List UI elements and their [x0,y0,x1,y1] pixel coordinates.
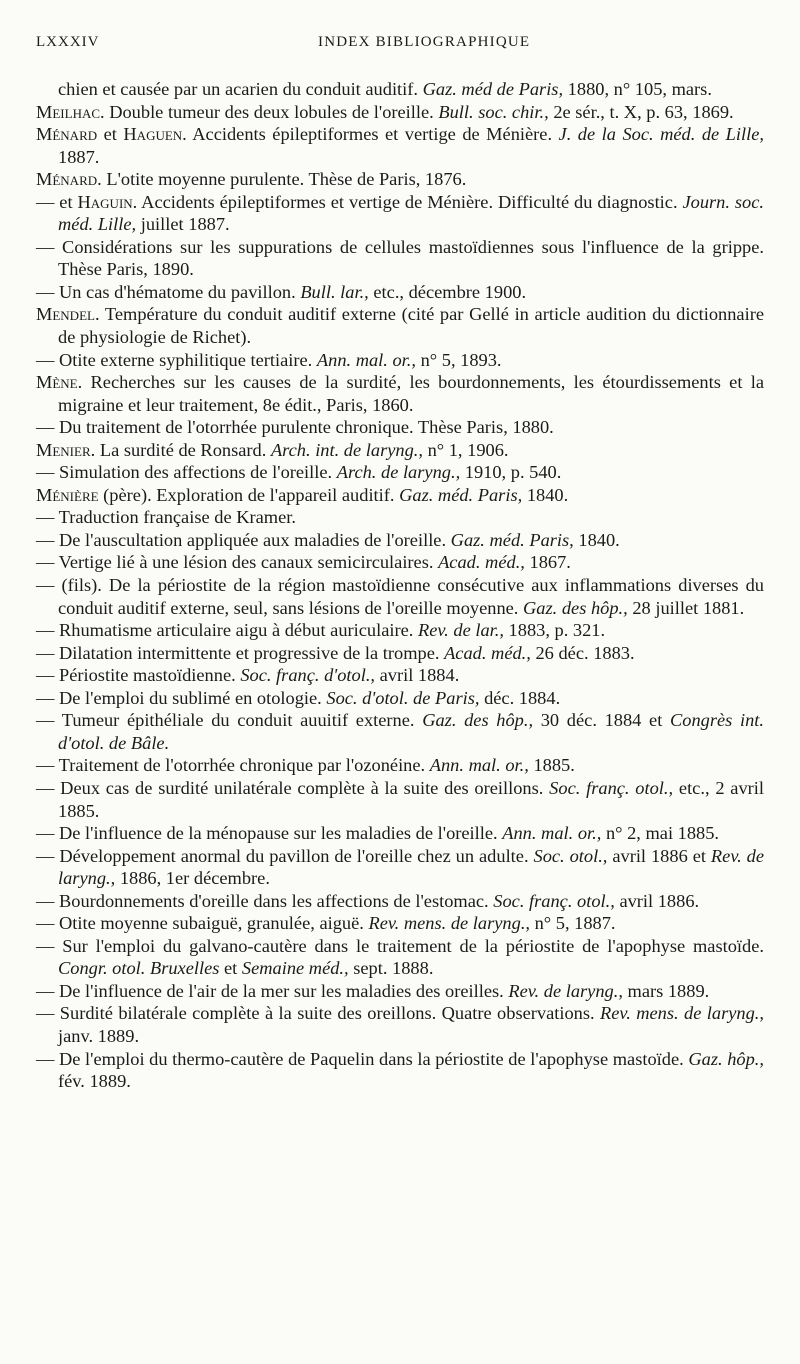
bibliography-entry [36,416,764,439]
entry-author: Meilhac. [36,101,105,122]
bibliography-entry [36,484,764,507]
entry-italic: Acad. méd., [444,642,531,663]
entry-italic: Rev. mens. de laryng., [368,913,531,934]
entry-before: — De l'emploi du thermo-cautère de Paquelin dans la périostite de l'apophyse mastoïde. [36,1048,689,1069]
entry-before: — Développement anormal du pavillon de l'oreille chez un adulte. [36,845,534,866]
entry-italic: Gaz. des hôp., [422,710,534,731]
bibliography-entry [36,980,764,1003]
bibliography-entry [36,845,764,890]
bibliography-entry [36,78,764,101]
entry-after: 1840. [573,529,620,550]
bibliography-entry [36,371,764,416]
bibliography-entry [36,461,764,484]
entry-before: Température du conduit auditif externe (cité par Gellé in article audition du dictionnaire de physiologie de Richet). [58,304,764,348]
entry-italic: Semaine méd., [241,958,349,979]
entry-italic: Soc. d'otol. de Paris, [326,687,480,708]
bibliography-entry [36,642,764,665]
entry-italic: Arch. de laryng., [336,462,461,483]
entry-italic: Journ. soc. méd. Lille, [58,191,765,235]
running-title: INDEX BIBLIOGRAPHIQUE [318,34,531,50]
entry-italic: Rev. mens. de laryng., [600,1003,765,1024]
entry-author: Ménière [36,484,99,505]
entry-after: déc. 1884. [479,687,561,708]
bibliography-entry [36,709,764,754]
entry-before: — Otite moyenne subaiguë, granulée, aiguë. [36,913,369,934]
bibliography-entry [36,777,764,822]
entry-author: Menier. [36,439,96,460]
entry-after: et [219,958,242,979]
entry-after: 1910, p. 540. [460,462,562,483]
entry-after: juillet 1887. [136,214,230,235]
entry-before: — Otite externe syphilitique tertiaire. [36,349,317,370]
bibliography-entry [36,101,764,124]
bibliography-entry [36,168,764,191]
bibliography-entry [36,506,764,529]
entry-italic: Gaz. méd. Paris, [399,484,523,505]
entry-after: n° 5, 1887. [530,913,616,934]
entry-after: avril 1886. [614,890,700,911]
entry-italic: Soc. franç. d'otol., [240,665,376,686]
entry-before: — Surdité bilatérale complète à la suite des oreillons. Quatre observations. [36,1003,601,1024]
entry-after: 1885. [528,755,575,776]
bibliography-entry [36,281,764,304]
entry-after: 1886, 1er décembre. [115,868,270,889]
bibliography-entries [36,78,764,1093]
entry-before: La surdité de Ronsard. [95,439,271,460]
entry-author: Mène. [36,372,83,393]
bibliography-entry [36,303,764,348]
entry-after: avril 1884. [375,665,460,686]
entry-author: Ménard [36,124,98,145]
entry-italic: Gaz. hôp., [688,1048,764,1069]
entry-italic: Acad. méd., [438,552,525,573]
entry-italic: Gaz. méd. Paris, [450,529,574,550]
bibliography-entry [36,439,764,462]
entry-after: 2e sér., t. X, p. 63, 1869. [548,101,734,122]
entry-after: fév. 1889. [58,1071,131,1092]
entry-after: avril 1886 et [607,845,711,866]
entry-italic: Bull. lar., [300,281,369,302]
bibliography-entry [36,935,764,980]
entry-after: 1867. [524,552,571,573]
entry-after: n° 2, mai 1885. [601,823,720,844]
entry-before: Accidents épileptiformes et vertige de Ménière. [186,124,559,145]
entry-before: (père). Exploration de l'appareil auditif. [98,484,400,505]
entry-before: — Traitement de l'otorrhée chronique par l'ozonéine. [36,755,430,776]
entry-before: — Sur l'emploi du galvano-cautère dans le traitement de la périostite de l'apophyse mastoïde. [36,935,764,956]
entry-after: 1840. [522,484,569,505]
entry-after: 30 déc. 1884 et [533,710,670,731]
entry-italic: Soc. otol., [533,845,608,866]
entry-before: — De l'auscultation appliquée aux maladies de l'oreille. [36,529,451,550]
entry-after: n° 1, 1906. [422,439,509,460]
entry-before: — Simulation des affections de l'oreille. [36,462,337,483]
entry-before: — De l'influence de l'air de la mer sur les maladies des oreilles. [36,980,509,1001]
entry-before: — Considérations sur les suppurations de cellules mastoïdiennes sous l'influence de la grippe. Thèse Paris, 1890. [36,236,764,280]
entry-before: L'otite moyenne purulente. Thèse de Paris, 1876. [101,169,467,190]
bibliography-entry [36,687,764,710]
entry-after: mars 1889. [622,980,710,1001]
entry-italic: Congrès int. d'otol. de Bâle. [58,710,764,753]
entry-before: — Bourdonnements d'oreille dans les affections de l'estomac. [36,890,494,911]
entry-before: Accidents épileptiformes et vertige de Ménière. Difficulté du diagnostic. [137,191,683,212]
bibliography-entry [36,551,764,574]
bibliography-entry [36,349,764,372]
entry-after: 1880, n° 105, mars. [563,79,712,99]
entry-italic: Gaz. méd de Paris, [422,79,564,99]
entry-italic: Rev. de laryng., [58,845,765,889]
entry-before: — Tumeur épithéliale du conduit auuitif externe. [36,710,423,731]
entry-author: Haguin. [77,191,138,212]
entry-after: 1883, p. 321. [503,620,606,641]
entry-before: — Périostite mastoïdienne. [36,665,241,686]
entry-after: etc., 2 avril 1885. [58,777,765,821]
bibliography-entry [36,619,764,642]
bibliography-entry [36,123,764,168]
entry-after: n° 5, 1893. [416,349,502,370]
entry-before: — Du traitement de l'otorrhée purulente chronique. Thèse Paris, 1880. [36,417,554,438]
entry-after: 26 déc. 1883. [530,642,635,663]
entry-italic: Congr. otol. Bruxelles [58,958,220,979]
bibliography-entry [36,191,764,236]
entry-before: — De l'emploi du sublimé en otologie. [36,687,327,708]
entry-after: etc., décembre 1900. [368,281,527,302]
entry-before: — Dilatation intermittente et progressive de la trompe. [36,642,445,663]
bibliography-entry [36,1048,764,1093]
entry-before: — Vertige lié à une lésion des canaux semicirculaires. [36,552,439,573]
entry-before: chien et causée par un acarien du conduit auditif. [58,79,423,99]
entry-before: Double tumeur des deux lobules de l'oreille. [104,101,439,122]
entry-author: Haguen. [123,124,187,145]
entry-italic: Rev. de laryng., [508,980,623,1001]
bibliography-entry [36,236,764,281]
bibliography-entry [36,890,764,913]
entry-italic: Rev. de lar., [417,620,504,641]
bibliography-entry [36,754,764,777]
entry-italic: Soc. franç. otol., [549,777,674,798]
bibliography-entry [36,529,764,552]
page-header [36,34,764,56]
bibliography-entry [36,1002,764,1047]
entry-italic: Ann. mal. or., [502,823,602,844]
entry-italic: Ann. mal. or., [316,349,416,370]
entry-italic: Soc. franç. otol., [493,890,615,911]
entry-after: sept. 1888. [348,958,434,979]
bibliography-entry [36,664,764,687]
entry-before: Recherches sur les causes de la surdité, les bourdonnements, les étourdissements et la migraine et leur traitement, 8e édit., Paris, 1860. [58,372,764,415]
entry-before: — (fils). De la périostite de la région mastoïdienne consécutive aux inflammations diverses du conduit auditif externe, seul, sans lésions de l'oreille moyenne. [36,575,764,618]
page-number: LXXXIV [36,34,100,50]
entry-italic: Gaz. des hôp., [523,597,628,618]
entry-author: Mendel. [36,304,100,325]
entry-after: janv. 1889. [58,1025,140,1046]
entry-before: et [97,124,124,145]
entry-italic: J. de la Soc. méd. de Lille, [558,124,764,145]
bibliography-entry [36,822,764,845]
entry-before: — Deux cas de surdité unilatérale complète à la suite des oreillons. [36,777,550,798]
entry-italic: Arch. int. de laryng., [270,439,423,460]
entry-before: — De l'influence de la ménopause sur les maladies de l'oreille. [36,823,503,844]
entry-author: Ménard. [36,169,102,190]
entry-after: 1887. [58,146,100,167]
bibliography-entry [36,912,764,935]
entry-before: — et [36,191,78,212]
entry-italic: Bull. soc. chir., [438,101,549,122]
entry-before: — Un cas d'hématome du pavillon. [36,281,301,302]
entry-before: — Traduction française de Kramer. [36,507,296,528]
entry-after: 28 juillet 1881. [627,597,745,618]
entry-italic: Ann. mal. or., [429,755,529,776]
bibliography-entry [36,574,764,619]
entry-before: — Rhumatisme articulaire aigu à début auriculaire. [36,620,418,641]
